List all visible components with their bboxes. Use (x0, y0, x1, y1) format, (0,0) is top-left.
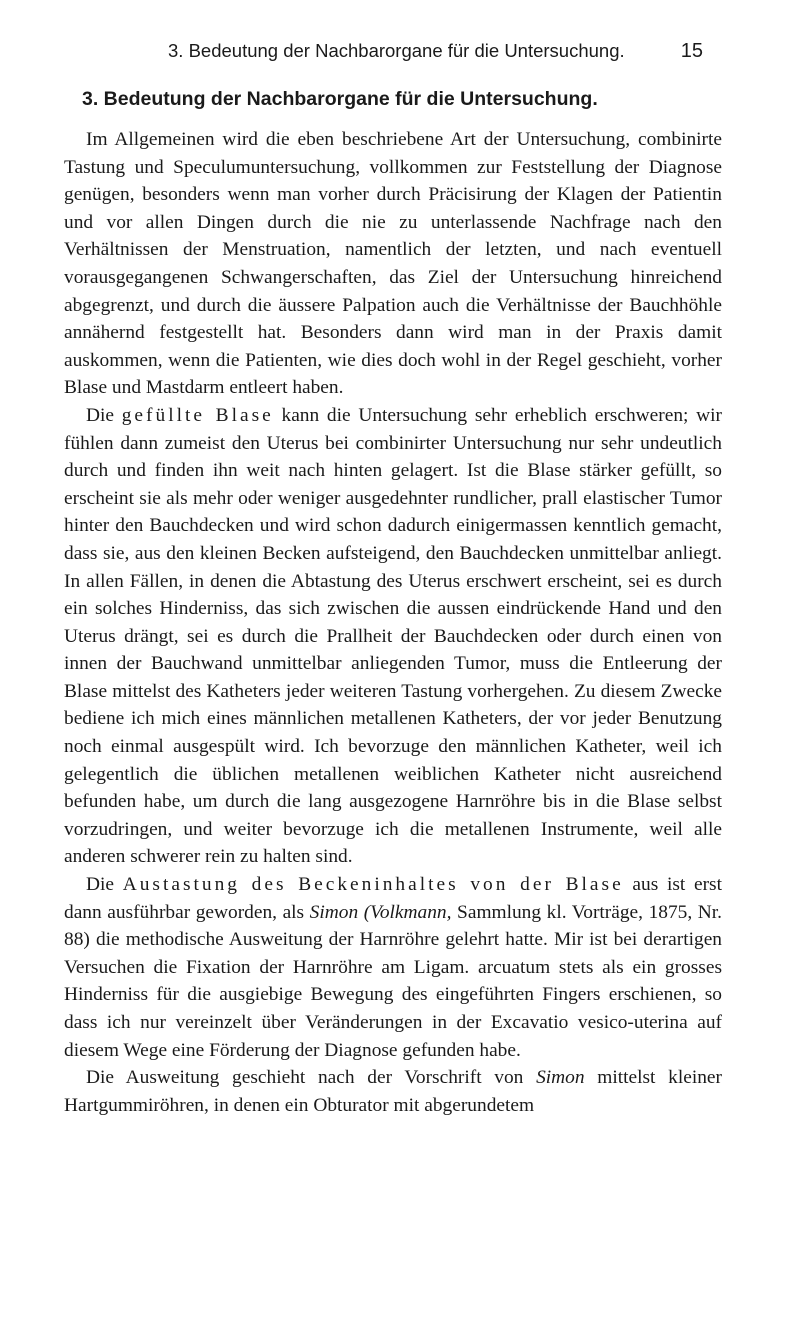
body-text (64, 126, 722, 1119)
paragraph-3-text-a: aus ist erst dann ausführbar geworden, als (64, 874, 722, 923)
page-number: 15 (680, 40, 703, 62)
emphasis-austastung: Austastung des Beckeninhaltes von der Blase (122, 874, 624, 896)
paragraph-4-text-a: Die Ausweitung geschieht nach der Vorschrift von (86, 1067, 524, 1089)
paragraph-3 (64, 871, 722, 1064)
emphasis-gefuellte-blase: gefüllte Blase (121, 404, 274, 426)
section-heading: 3. Bedeutung der Nachbarorgane für die Untersuchung. (82, 88, 598, 110)
paragraph-3-text-b: Sammlung kl. Vorträge, 1875, Nr. 88) die methodische Ausweitung der Harnröhre gelehrt hatte. Mir ist bei derartigen Versuchen die Fixation der Harnröhre am Ligam. arcuatum stets als ein grosses Hinderniss für die ausgiebige Bewegung des eingeführten Fingers erschienen, so dass ich nur vereinzelt über Veränderungen in der Excavatio vesico-uterina auf diesem Wege eine Förderung der Diagnose gefunden habe. (64, 901, 722, 1061)
paragraph-2-article: Die (86, 404, 114, 426)
paragraph-1: Im Allgemeinen wird die eben beschriebene Art der Untersuchung, combinirte Tastung und Speculumuntersuchung, vollkommen zur Feststellung der Diagnose genügen, besonders wenn man vorher durch Präcisirung der Klagen der Patientin und vor allen Dingen durch die nie zu unterlassende Nachfrage nach den Verhältnissen der Menstruation, namentlich der letzten, und nach eventuell vorausgegangenen Schwangerschaften, das Ziel der Untersuchung hinreichend abgegrenzt, und durch die äussere Palpation auch die Verhältnisse der Bauchhöhle annähernd festgestellt hat. Besonders dann wird man in der Praxis damit auskommen, wenn die Patienten, wie dies doch wohl in der Regel geschieht, vorher Blase und Mastdarm entleert haben. (64, 129, 722, 399)
paragraph-3-article: Die (86, 874, 114, 896)
paragraph-2 (64, 402, 722, 871)
paragraph-4 (64, 1064, 722, 1119)
citation-simon: Simon (536, 1067, 585, 1089)
paragraph-2-text: kann die Untersuchung sehr erheblich erschweren; wir fühlen dann zumeist den Uterus bei combinirter Untersuchung nur sehr undeutlich durch und finden ihn weit nach hinten gelagert. Ist die Blase stärker gefüllt, so erscheint sie als mehr oder weniger ausgedehnter rundlicher, prall elastischer Tumor hinter den Bauchdecken und wird schon dadurch einigermassen kenntlich gemacht, dass sie, aus den kleinen Becken aufsteigend, den Bauchdecken unmittelbar anliegt. In allen Fällen, in denen die Abtastung des Uterus erschwert erscheint, sei es durch ein solches Hinderniss, das sich zwischen die aussen eindrückende Hand und den Uterus drängt, sei es durch die Prallheit der Bauchdecken oder durch einen von innen der Bauchwand unmittelbar anliegenden Tumor, muss die Entleerung der Blase mittelst des Katheters jeder weiteren Tastung vorhergehen. Zu diesem Zwecke bediene ich mich eines männlichen metallenen Katheters, der vor jeder Benutzung noch einmal ausgespült wird. Ich bevorzuge den männlichen Katheter, weil ich gelegentlich die üblichen metallenen weiblichen Katheter nicht ausreichend befunden habe, um durch die lang ausgezogene Harnröhre bis in die Blase selbst vorzudringen, und weiter bevorzuge ich die metallenen Instrumente, weil alle anderen schwerer rein zu halten sind. (64, 404, 722, 868)
paragraph-4-text-b: mittelst kleiner Hartgummiröhren, in denen ein Obturator mit abgerundetem (64, 1067, 722, 1116)
running-title: 3. Bedeutung der Nachbarorgane für die Untersuchung. (168, 40, 625, 61)
citation-simon-volkmann: Simon (Volkmann, (309, 901, 452, 923)
